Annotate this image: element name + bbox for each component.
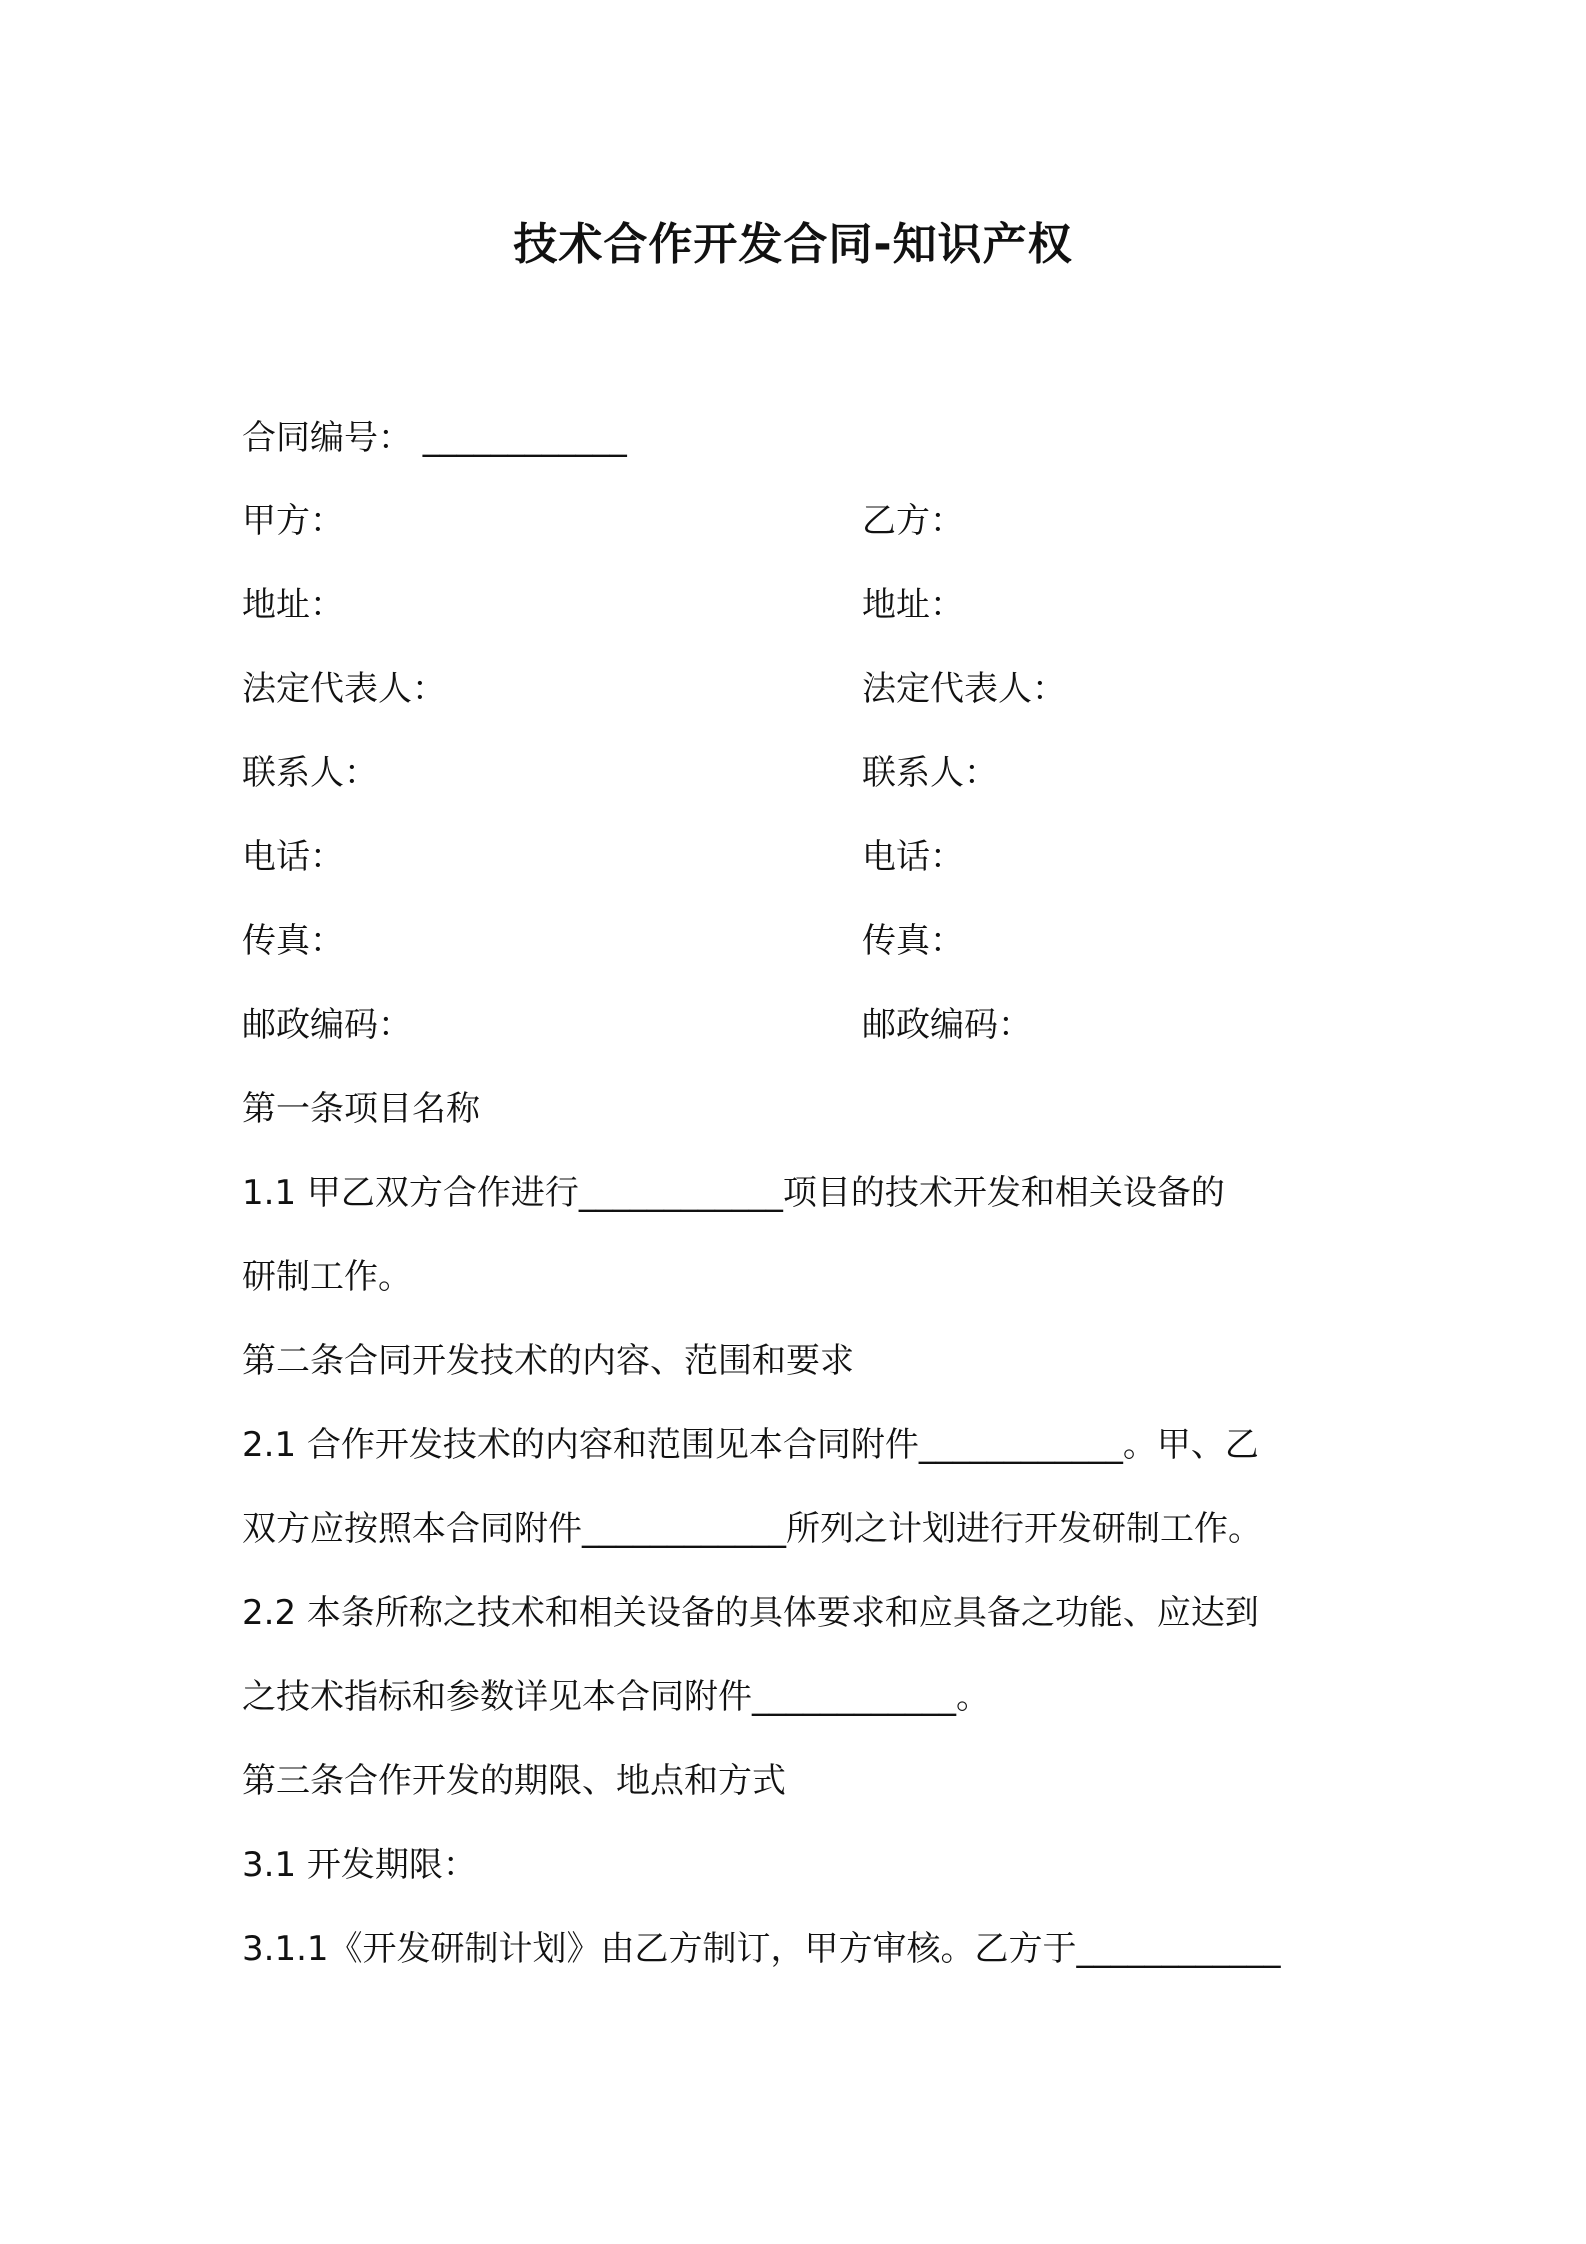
party-a-name-label: 甲方：	[242, 501, 344, 541]
article-2-heading: 第二条合同开发技术的内容、范围和要求	[242, 1341, 854, 1381]
party-b-phone-label: 电话：	[862, 837, 964, 877]
party-b-address-label: 地址：	[862, 585, 964, 625]
document-title: 技术合作开发合同-知识产权	[513, 219, 1073, 270]
party-a-address-label: 地址：	[242, 585, 344, 625]
clause-2-2-line-1: 2.2 本条所称之技术和相关设备的具体要求和应具备之功能、应达到	[242, 1593, 1259, 1633]
party-b-legal-rep-label: 法定代表人：	[862, 669, 1066, 709]
clause-2-1-line-1: 2.1 合作开发技术的内容和范围见本合同附件____________。甲、乙	[242, 1425, 1259, 1465]
clause-2-1-line-2: 双方应按照本合同附件____________所列之计划进行开发研制工作。	[242, 1509, 1262, 1549]
party-a-legal-rep-label: 法定代表人：	[242, 669, 446, 709]
party-b-fax-label: 传真：	[862, 921, 964, 961]
clause-3-1: 3.1 开发期限：	[242, 1845, 477, 1885]
contract-number: 合同编号： ____________	[242, 418, 627, 458]
party-a-fax-label: 传真：	[242, 921, 344, 961]
clause-1-1-line-1: 1.1 甲乙双方合作进行____________项目的技术开发和相关设备的	[242, 1173, 1225, 1213]
party-b-postcode-label: 邮政编码：	[862, 1005, 1032, 1045]
article-3-heading: 第三条合作开发的期限、地点和方式	[242, 1761, 786, 1801]
article-1-heading: 第一条项目名称	[242, 1089, 480, 1129]
party-b-contact-label: 联系人：	[862, 753, 998, 793]
clause-2-2-line-2: 之技术指标和参数详见本合同附件____________。	[242, 1677, 990, 1717]
clause-1-1-line-2: 研制工作。	[242, 1257, 412, 1297]
party-a-postcode-label: 邮政编码：	[242, 1005, 412, 1045]
party-a-contact-label: 联系人：	[242, 753, 378, 793]
party-a-phone-label: 电话：	[242, 837, 344, 877]
clause-3-1-1: 3.1.1《开发研制计划》由乙方制订，甲方审核。乙方于____________	[242, 1929, 1281, 1969]
party-b-name-label: 乙方：	[862, 501, 964, 541]
